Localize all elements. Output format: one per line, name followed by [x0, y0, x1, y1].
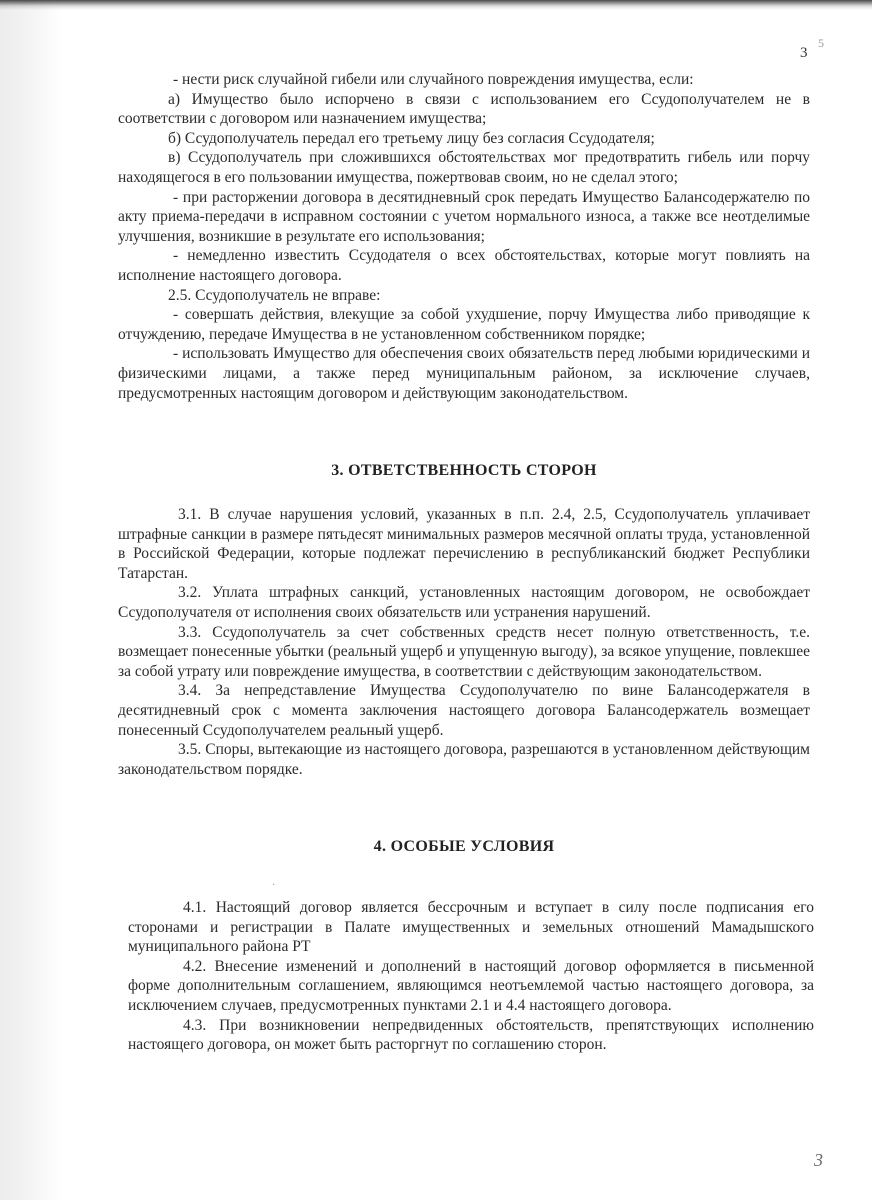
paragraph-4-2: 4.2. Внесение изменений и дополнений в настоящий договор оформляется в письменной форме дополнительным соглашением, являющимся неотъемлемой частью настоящего договора, за исключением случаев, предусмотренных пунктами 2.1 и 4.4 настоящего договора.	[128, 957, 814, 1014]
paragraph-4-3: 4.3. При возникновении непредвиденных обстоятельств, препятствующих исполнению настоящего договора, он может быть расторгнут по соглашению сторон.	[128, 1016, 814, 1054]
scan-speck: ·	[272, 880, 276, 891]
paragraph-2-5: 2.5. Ссудополучатель не вправе:	[168, 286, 381, 304]
page-number: 3	[800, 45, 808, 61]
handwritten-page-number: 3	[814, 1150, 823, 1170]
paragraph-notify: - немедленно известить Ссудодателя о всех обстоятельствах, которые могут повлиять на исполнение настоящего договора.	[118, 247, 810, 284]
paragraph-risk-b: б) Ссудополучатель передал его третьему лицу без согласия Ссудодателя;	[168, 129, 655, 147]
paragraph-3-3: 3.3. Ссудополучатель за счет собственных средств несет полную ответственность, т.е. возмещает понесенные убытки (реальный ущерб и упущенную выгоду), за всякое упущение, повлекшее за собой утрату или повреждение имущества, в соответствии с действующим законодательством.	[118, 623, 810, 680]
section-3-body	[118, 505, 810, 779]
section-4-body	[128, 898, 814, 1055]
paragraph-4-1: 4.1. Настоящий договор является бессрочным и вступает в силу после подписания его сторонами и регистрации в Палате имущественных и земельных отношений Мамадышского муниципального района РТ	[128, 899, 814, 956]
section-4-heading: 4. ОСОБЫЕ УСЛОВИЯ	[373, 838, 555, 855]
paragraph-3-2: 3.2. Уплата штрафных санкций, установленных настоящим договором, не освобождает Ссудополучателя от исполнения своих обязательств или устранения нарушений.	[118, 584, 810, 621]
paragraph-3-1: 3.1. В случае нарушения условий, указанных в п.п. 2.4, 2.5, Ссудополучатель уплачивает штрафные санкции в размере пятьдесят минимальных размеров месячной оплаты труда, установленной в Российской Федерации, которые подлежат перечислению в республиканский бюджет Республики Татарстан.	[118, 506, 810, 582]
paragraph-risk: - нести риск случайной гибели или случайного повреждения имущества, если:	[173, 71, 694, 88]
section-2-continuation	[118, 70, 810, 403]
paragraph-termination: - при расторжении договора в десятидневный срок передать Имущество Балансодержателю по акту приема-передачи в исправном состоянии с учетом нормального износа, а также все неотделимые улучшения, возникшие в результате его использования;	[118, 188, 810, 245]
page-number-corner: 5	[818, 36, 824, 50]
paragraph-risk-a: а) Имущество было испорчено в связи с использованием его Ссудополучателем не в соответствии с договором или назначением имущества;	[118, 90, 810, 128]
paragraph-risk-c: в) Ссудополучатель при сложившихся обстоятельствах мог предотвратить гибель или порчу находящегося в его пользовании имущества, пожертвовав своим, но не сделал этого;	[118, 149, 810, 186]
paragraph-3-4: 3.4. За непредставление Имущества Ссудополучателю по вине Балансодержателя в десятидневный срок с момента заключения настоящего договора Балансодержатель возмещает понесенный Ссудополучателем реальный ущерб.	[118, 682, 810, 739]
section-3-heading: 3. ОТВЕТСТВЕННОСТЬ СТОРОН	[331, 462, 597, 479]
paragraph-2-5-a: - совершать действия, влекущие за собой ухудшение, порчу Имущества либо приводящие к отчуждению, передаче Имущества в не установленном собственником порядке;	[118, 306, 810, 343]
paragraph-2-5-b: - использовать Имущество для обеспечения своих обязательств перед любыми юридическими и физическими лицами, а также перед муниципальным районом, за исключение случаев, предусмотренных настоящим договором и действующим законодательством.	[118, 345, 810, 402]
paragraph-3-5: 3.5. Споры, вытекающие из настоящего договора, разрешаются в установленном действующим законодательством порядке.	[118, 741, 810, 778]
